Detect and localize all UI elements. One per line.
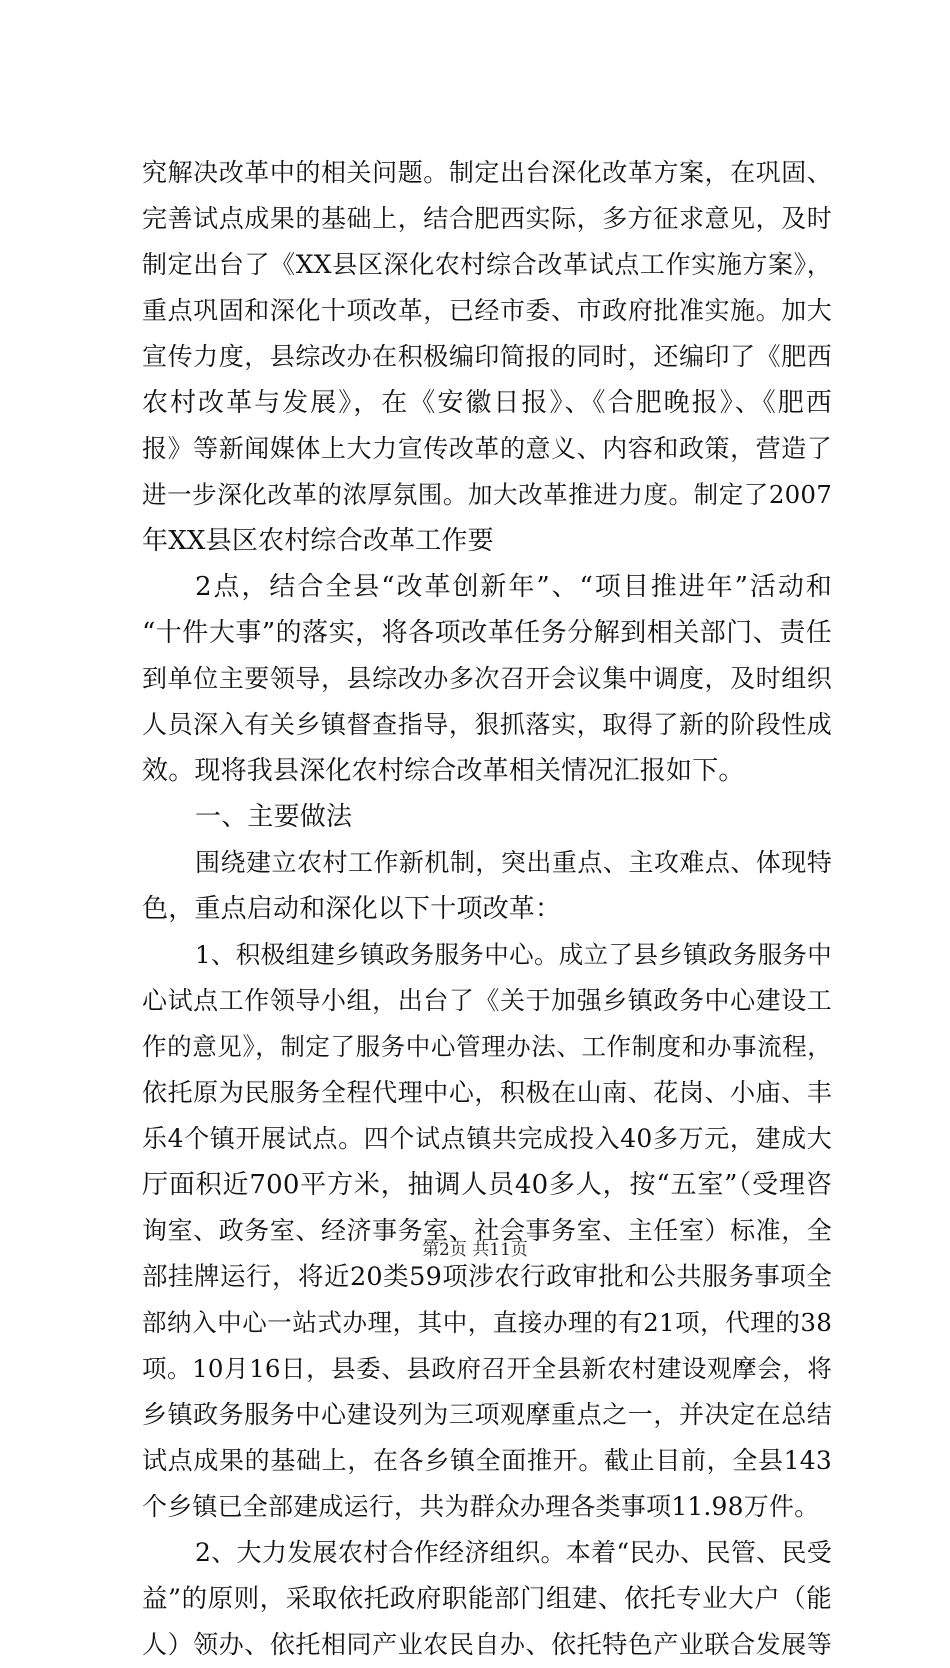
page-footer: 第2页 共11页: [422, 1240, 528, 1260]
text-line: 厅面积近700平方米，抽调人员40多人，按“五室”（受理咨: [142, 1170, 832, 1200]
text-line: 色，重点启动和深化以下十项改革：: [142, 894, 562, 924]
text-line: “十件大事”的落实，将各项改革任务分解到相关部门、责任: [142, 618, 832, 648]
text-line: 效。现将我县深化农村综合改革相关情况汇报如下。: [142, 756, 745, 786]
text-line: 年XX县区农村综合改革工作要: [142, 526, 494, 556]
text-line: 心试点工作领导小组，出台了《关于加强乡镇政务中心建设工: [142, 986, 832, 1015]
text-line: 作的意见》，制定了服务中心管理办法、工作制度和办事流程，: [142, 1032, 832, 1061]
text-line: 益”的原则，采取依托政府职能部门组建、依托专业大户（能: [142, 1584, 832, 1614]
text-line: 项。10月16日，县委、县政府召开全县新农村建设观摩会，将: [142, 1354, 832, 1383]
text-line: 依托原为民服务全程代理中心，积极在山南、花岗、小庙、丰: [142, 1078, 832, 1107]
text-line: 究解决改革中的相关问题。制定出台深化改革方案，在巩固、: [142, 158, 832, 187]
text-line: 到单位主要领导，县综改办多次召开会议集中调度，及时组织: [142, 664, 832, 693]
text-line: 围绕建立农村工作新机制，突出重点、主攻难点、体现特: [195, 848, 832, 877]
text-line: 宣传力度，县综改办在积极编印简报的同时，还编印了《肥西: [142, 342, 832, 371]
text-line: 2点，结合全县“改革创新年”、“项目推进年”活动和: [195, 572, 832, 602]
text-line: 人员深入有关乡镇督查指导，狠抓落实，取得了新的阶段性成: [142, 710, 832, 739]
text-line: 进一步深化改革的浓厚氛围。加大改革推进力度。制定了2007: [142, 480, 832, 509]
text-line: 完善试点成果的基础上，结合肥西实际，多方征求意见，及时: [142, 204, 832, 233]
text-line: 农村改革与发展》，在《安徽日报》、《合肥晚报》、《肥西: [142, 388, 832, 418]
text-line: 报》等新闻媒体上大力宣传改革的意义、内容和政策，营造了: [142, 434, 832, 463]
text-line: 制定出台了《XX县区深化农村综合改革试点工作实施方案》，: [142, 250, 832, 279]
text-line: 一、主要做法: [195, 802, 353, 832]
text-line: 乡镇政务服务中心建设列为三项观摩重点之一，并决定在总结: [142, 1400, 832, 1429]
text-line: 2、大力发展农村合作经济组织。本着“民办、民管、民受: [195, 1538, 832, 1567]
text-line: 试点成果的基础上，在各乡镇全面推开。截止目前，全县143: [142, 1446, 832, 1475]
text-line: 重点巩固和深化十项改革，已经市委、市政府批准实施。加大: [142, 296, 832, 325]
text-line: 部挂牌运行，将近20类59项涉农行政审批和公共服务事项全: [142, 1262, 832, 1292]
text-line: 询室、政务室、经济事务室、社会事务室、主任室）标准，全: [142, 1216, 832, 1245]
text-line: 个乡镇已全部建成运行，共为群众办理各类事项11.98万件。: [142, 1492, 820, 1521]
text-line: 1、积极组建乡镇政务服务中心。成立了县乡镇政务服务中: [195, 940, 832, 969]
text-line: 乐4个镇开展试点。四个试点镇共完成投入40多万元，建成大: [142, 1124, 832, 1153]
document-body: [142, 150, 832, 1668]
text-line: 人）领办、依托相同产业农民自办、依托特色产业联合发展等: [142, 1630, 832, 1659]
text-line: 部纳入中心一站式办理，其中，直接办理的有21项，代理的38: [142, 1308, 832, 1337]
